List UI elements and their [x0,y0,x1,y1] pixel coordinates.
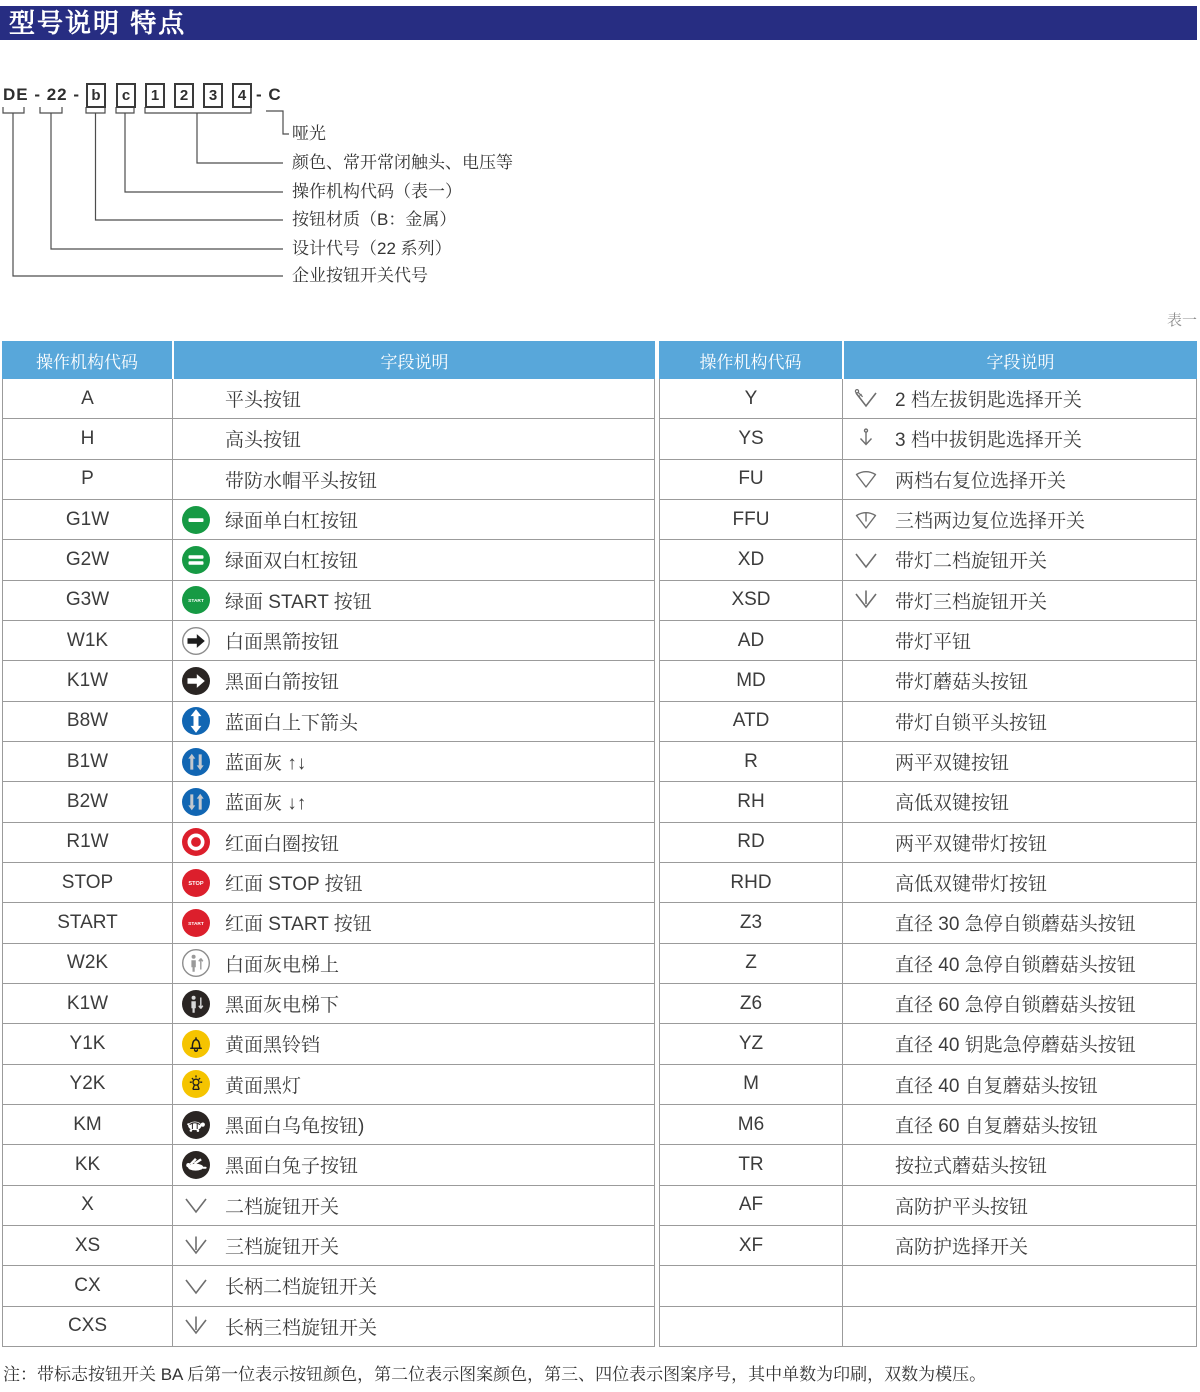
desc-cell [843,863,1196,902]
black-white-arrow-icon [181,666,211,696]
white-elevator-up-icon [181,948,211,978]
desc-text: 蓝面灰 ↓↑ [225,793,307,815]
table-row [3,984,654,1024]
mechanism-code: Y [660,379,843,418]
table-row [3,460,654,500]
mechanism-code: A [3,379,173,418]
table-row [660,419,1196,459]
mechanism-code: CXS [3,1307,173,1346]
desc-cell [843,702,1196,741]
key-left-icon [851,384,881,414]
mechanism-code: B1W [3,742,173,781]
desc-cell [173,1024,654,1063]
table-row [3,581,654,621]
green-bar1-icon [181,505,211,535]
table-row [660,782,1196,822]
desc-cell [173,621,654,660]
desc-cell [843,581,1196,620]
page-title-bar [0,6,1197,40]
desc-cell [843,500,1196,539]
green-start-icon [181,585,211,615]
red-ring-icon [181,827,211,857]
model-code-prefix: DE - 22 - [3,85,81,104]
table-row [3,500,654,540]
table-row [660,1065,1196,1105]
table-row [660,1266,1196,1306]
right-table-body [659,379,1197,1347]
table-row [660,661,1196,701]
mechanism-code: XF [660,1226,843,1265]
left-table-body [2,379,655,1347]
desc-text: 黑面灰电梯下 [225,995,340,1017]
svg-text:START: START [188,922,204,928]
desc-cell [173,1307,654,1346]
table-row [660,823,1196,863]
table-row [3,1024,654,1064]
page-title: 型号说明 特点 [9,8,187,38]
black-rabbit-icon [181,1150,211,1180]
table-row [3,944,654,984]
table-row [660,944,1196,984]
table-row [3,1065,654,1105]
diagram-label-company: 企业按钮开关代号 [292,266,428,285]
code-box-3: 3 [203,83,223,108]
table-row [3,1226,654,1266]
desc-text: 直径 40 急停自锁蘑菇头按钮 [895,954,1136,976]
icon-spacer [851,1231,881,1261]
desc-text: 红面 STOP 按钮 [225,874,363,896]
red-start-icon [181,908,211,938]
table-row [660,903,1196,943]
table-row [3,1105,654,1145]
desc-text: 黑面白乌龟按钮) [225,1116,365,1138]
desc-text: 绿面 START 按钮 [225,591,372,613]
desc-text: 绿面双白杠按钮 [225,551,359,573]
svg-text:START: START [188,599,204,605]
left-table [2,341,655,1347]
desc-cell [843,460,1196,499]
icon-spacer [851,1029,881,1059]
header-field-desc: 字段说明 [844,341,1197,379]
footnote: 注：带标志按钮开关 BA 后第一位表示按钮颜色，第二位表示图案颜色，第三、四位表示图案序号，其中单数为印刷，双数为模压。 [3,1365,987,1384]
mechanism-code: B2W [3,782,173,821]
desc-cell [843,1307,1196,1346]
table-row [3,823,654,863]
desc-text: 黑面白兔子按钮 [225,1156,359,1178]
code-box-b: b [86,83,106,108]
code-box-4: 4 [232,83,252,108]
mechanism-code: K1W [3,984,173,1023]
desc-cell [843,661,1196,700]
table-row [3,540,654,580]
mechanism-code: RHD [660,863,843,902]
desc-cell [173,823,654,862]
rotary-2-icon [181,1271,211,1301]
desc-text: 二档旋钮开关 [225,1196,340,1218]
icon-spacer [851,948,881,978]
desc-text: 带灯平钮 [895,632,972,654]
rotary-2-icon [181,1190,211,1220]
mechanism-code: CX [3,1266,173,1305]
mechanism-code: R1W [3,823,173,862]
desc-cell [173,742,654,781]
desc-text: 白面灰电梯上 [225,954,340,976]
icon-spacer [851,989,881,1019]
mechanism-code: R [660,742,843,781]
table-row [660,984,1196,1024]
table-row [660,1105,1196,1145]
desc-cell [173,1186,654,1225]
mechanism-code: X [3,1186,173,1225]
header-mechanism-code: 操作机构代码 [659,341,842,379]
desc-cell [173,944,654,983]
mechanism-code: ATD [660,702,843,741]
table-row [660,540,1196,580]
icon-spacer [851,1311,881,1341]
desc-cell [843,540,1196,579]
black-turtle-icon [181,1110,211,1140]
desc-cell [173,782,654,821]
code-box-1: 1 [145,83,165,108]
table-row [3,661,654,701]
desc-cell [843,984,1196,1023]
yellow-bell-icon [181,1029,211,1059]
mechanism-code: Z [660,944,843,983]
table-row [660,621,1196,661]
desc-cell [173,863,654,902]
mechanism-code [660,1307,843,1346]
rotary-3-icon [181,1311,211,1341]
mechanism-code: H [3,419,173,458]
desc-text: 直径 40 自复蘑菇头按钮 [895,1075,1098,1097]
desc-cell [173,460,654,499]
table-row [3,1145,654,1185]
desc-cell [173,540,654,579]
right-table [659,341,1197,1347]
table-row [660,1024,1196,1064]
red-stop-icon [181,868,211,898]
table-row [660,460,1196,500]
code-box-c: c [116,83,136,108]
table-row [3,903,654,943]
icon-spacer [851,1150,881,1180]
rotary-2-icon [851,545,881,575]
desc-text: 带灯三档旋钮开关 [895,591,1048,613]
desc-cell [843,742,1196,781]
table-row [3,742,654,782]
table-row [660,863,1196,903]
desc-text: 两平双键带灯按钮 [895,833,1048,855]
desc-text: 高低双键带灯按钮 [895,874,1048,896]
desc-text: 直径 60 自复蘑菇头按钮 [895,1116,1098,1138]
table-row [660,1186,1196,1226]
table-one-tag: 表一 [1166,312,1197,329]
desc-text: 3 档中拔钥匙选择开关 [895,430,1082,452]
table-row [3,419,654,459]
desc-text: 直径 30 急停自锁蘑菇头按钮 [895,914,1136,936]
desc-text: 长柄二档旋钮开关 [225,1277,378,1299]
desc-text: 红面白圈按钮 [225,833,340,855]
icon-spacer [851,706,881,736]
diagram-label-color: 颜色、常开常闭触头、电压等 [292,153,513,172]
mechanism-code [660,1266,843,1305]
mechanism-code: G3W [3,581,173,620]
icon-spacer [851,626,881,656]
model-code-suffix: - C [256,85,282,104]
table-row [660,1226,1196,1266]
mechanism-code: FFU [660,500,843,539]
desc-cell [173,500,654,539]
icon-spacer [181,424,211,454]
desc-cell [843,1105,1196,1144]
desc-text: 带灯自锁平头按钮 [895,712,1048,734]
diagram-label-material: 按钮材质（B：金属） [292,210,457,229]
desc-text: 红面 START 按钮 [225,914,372,936]
mechanism-code: KK [3,1145,173,1184]
desc-cell [173,419,654,458]
mechanism-code: Z3 [660,903,843,942]
table-row [660,702,1196,742]
icon-spacer [851,1069,881,1099]
header-mechanism-code: 操作机构代码 [2,341,172,379]
desc-text: 绿面单白杠按钮 [225,511,359,533]
rotary-3-icon [181,1231,211,1261]
desc-cell [843,1226,1196,1265]
mechanism-code: KM [3,1105,173,1144]
desc-cell [173,903,654,942]
mechanism-code: MD [660,661,843,700]
desc-text: 带灯蘑菇头按钮 [895,672,1029,694]
desc-text: 黄面黑灯 [225,1075,302,1097]
desc-text: 高防护平头按钮 [895,1196,1029,1218]
rotary-3-icon [851,585,881,615]
desc-text: 带防水帽平头按钮 [225,470,378,492]
desc-cell [843,1266,1196,1305]
icon-spacer [181,464,211,494]
desc-text: 蓝面白上下箭头 [225,712,359,734]
mechanism-code: RH [660,782,843,821]
desc-cell [843,1186,1196,1225]
desc-cell [173,984,654,1023]
desc-cell [843,1024,1196,1063]
desc-cell [843,1065,1196,1104]
desc-cell [173,379,654,418]
desc-text: 蓝面灰 ↑↓ [225,753,307,775]
key-mid-icon [851,424,881,454]
desc-text: 直径 40 钥匙急停蘑菇头按钮 [895,1035,1136,1057]
desc-text: 高头按钮 [225,430,302,452]
desc-cell [173,1145,654,1184]
desc-text: 黑面白箭按钮 [225,672,340,694]
desc-text: 两平双键按钮 [895,753,1010,775]
desc-cell [843,782,1196,821]
mechanism-code: AD [660,621,843,660]
desc-text: 三档旋钮开关 [225,1237,340,1259]
mechanism-code: K1W [3,661,173,700]
desc-cell [173,1226,654,1265]
desc-text: 按拉式蘑菇头按钮 [895,1156,1048,1178]
mechanism-code: P [3,460,173,499]
blue-up-down-gray-icon [181,747,211,777]
desc-cell [173,1065,654,1104]
table-row [3,782,654,822]
desc-text: 高防护选择开关 [895,1237,1029,1259]
icon-spacer [851,908,881,938]
desc-text: 黄面黑铃铛 [225,1035,321,1057]
desc-text: 高低双键按钮 [895,793,1010,815]
mechanism-code: YS [660,419,843,458]
table-row [3,702,654,742]
fan-2-icon [851,464,881,494]
desc-text: 直径 60 急停自锁蘑菇头按钮 [895,995,1136,1017]
table-row [660,500,1196,540]
fan-3-icon [851,505,881,535]
icon-spacer [851,827,881,857]
mechanism-code: Y2K [3,1065,173,1104]
table-row [3,1186,654,1226]
desc-cell [843,621,1196,660]
svg-text:STOP: STOP [188,880,204,887]
desc-text: 带灯二档旋钮开关 [895,551,1048,573]
desc-text: 2 档左拔钥匙选择开关 [895,390,1082,412]
table-row [3,863,654,903]
desc-cell [173,1266,654,1305]
table-row [660,742,1196,782]
mechanism-code: XSD [660,581,843,620]
icon-spacer [181,384,211,414]
yellow-lamp-icon [181,1069,211,1099]
mechanism-code: W2K [3,944,173,983]
desc-cell [843,944,1196,983]
icon-spacer [851,1110,881,1140]
mechanism-code: G2W [3,540,173,579]
mechanism-code: Z6 [660,984,843,1023]
code-box-2: 2 [174,83,194,108]
desc-text: 两档右复位选择开关 [895,470,1067,492]
diagram-label-series: 设计代号（22 系列） [292,239,452,258]
icon-spacer [851,1190,881,1220]
mechanism-code: TR [660,1145,843,1184]
desc-cell [173,581,654,620]
icon-spacer [851,747,881,777]
desc-text: 三档两边复位选择开关 [895,511,1086,533]
desc-cell [843,1145,1196,1184]
desc-cell [843,823,1196,862]
desc-cell [843,903,1196,942]
table-row [3,1266,654,1306]
desc-cell [173,661,654,700]
desc-cell [843,379,1196,418]
table-row [3,1307,654,1347]
mechanism-code: XS [3,1226,173,1265]
table-row [660,581,1196,621]
table-row [3,621,654,661]
desc-cell [173,702,654,741]
table-row [660,1145,1196,1185]
mechanism-code: W1K [3,621,173,660]
mechanism-code: START [3,903,173,942]
icon-spacer [851,868,881,898]
header-field-desc: 字段说明 [174,341,655,379]
table-row [660,379,1196,419]
right-table-header [659,341,1197,379]
black-elevator-down-icon [181,989,211,1019]
mechanism-code: XD [660,540,843,579]
mechanism-code: G1W [3,500,173,539]
mechanism-code: STOP [3,863,173,902]
mechanism-code: M6 [660,1105,843,1144]
left-table-header [2,341,655,379]
mechanism-code: AF [660,1186,843,1225]
green-bar2-icon [181,545,211,575]
diagram-label-matte: 哑光 [292,124,326,143]
icon-spacer [851,787,881,817]
desc-text: 平头按钮 [225,390,302,412]
mechanism-code: Y1K [3,1024,173,1063]
mechanism-code: M [660,1065,843,1104]
mechanism-code: B8W [3,702,173,741]
mechanism-code: FU [660,460,843,499]
blue-updown-white-icon [181,706,211,736]
white-black-arrow-icon [181,626,211,656]
desc-cell [173,1105,654,1144]
desc-text: 长柄三档旋钮开关 [225,1317,378,1339]
icon-spacer [851,666,881,696]
desc-text: 白面黑箭按钮 [225,632,340,654]
mechanism-code: YZ [660,1024,843,1063]
icon-spacer [851,1271,881,1301]
blue-down-up-gray-icon [181,787,211,817]
table-row [660,1307,1196,1347]
table-row [3,379,654,419]
mechanism-code: RD [660,823,843,862]
diagram-label-mechanism: 操作机构代码（表一） [292,182,462,201]
desc-cell [843,419,1196,458]
